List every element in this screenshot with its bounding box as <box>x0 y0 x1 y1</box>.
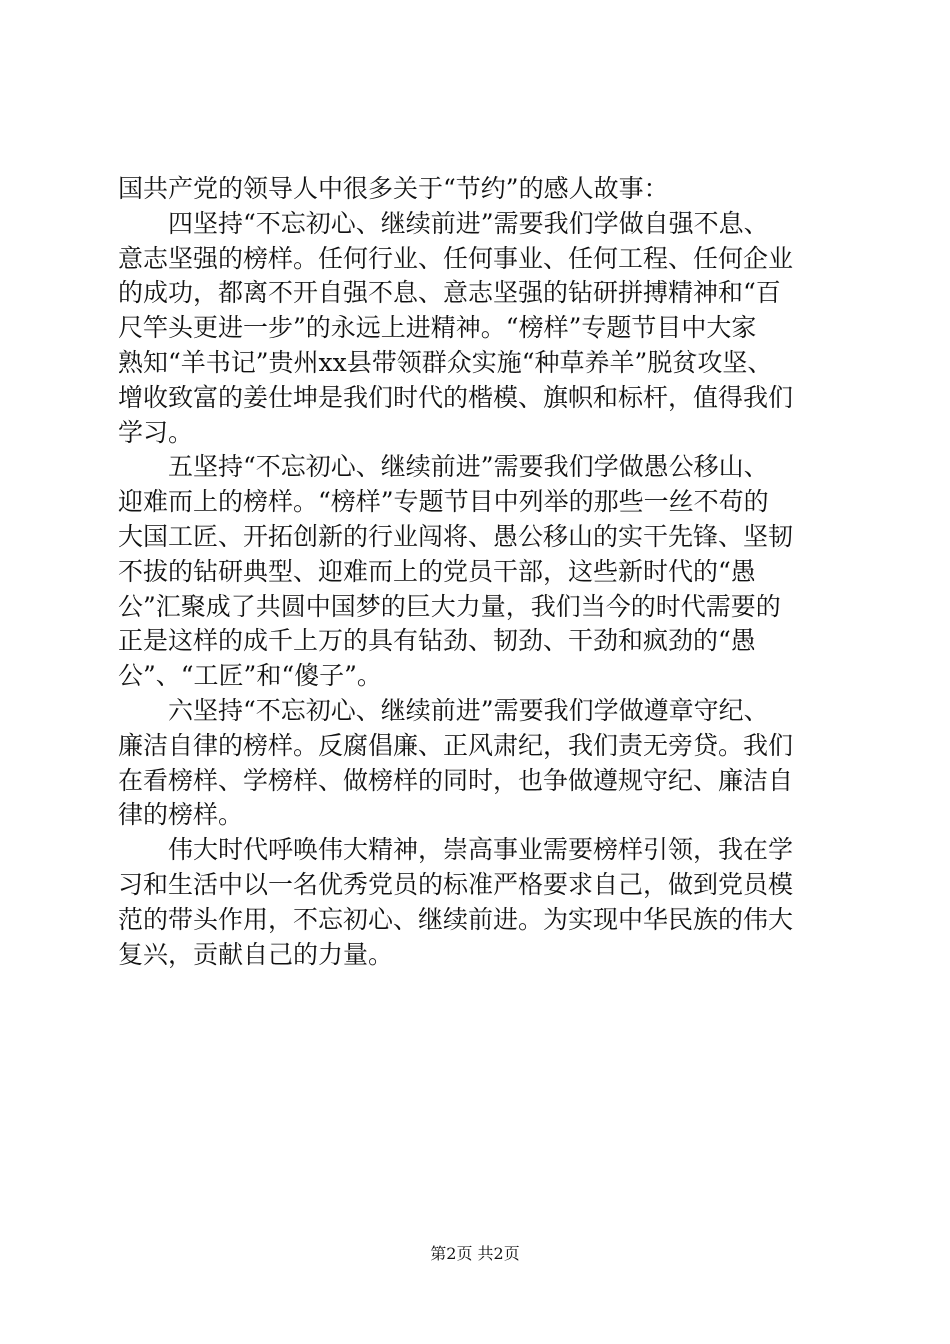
text-line: 意志坚强的榜样。任何行业、任何事业、任何工程、任何企业 <box>118 243 794 273</box>
text-line: 复兴，贡献自己的力量。 <box>118 939 394 969</box>
text-line: 不拔的钻研典型、迎难而上的党员干部，这些新时代的“愚 <box>118 556 756 586</box>
paragraph-four-start: 四坚持“不忘初心、继续前进”需要我们学做自强不息、 <box>168 208 769 238</box>
text-line: 律的榜样。 <box>118 800 244 830</box>
paragraph-five-start: 五坚持“不忘初心、继续前进”需要我们学做愚公移山、 <box>168 452 769 482</box>
text-line: 熟知“羊书记”贵州xx县带领群众实施“种草养羊”脱贫攻坚、 <box>118 347 773 377</box>
text-line: 在看榜样、学榜样、做榜样的同时，也争做遵规守纪、廉洁自 <box>118 765 794 795</box>
text-line: 的成功，都离不开自强不息、意志坚强的钻研拼搏精神和“百 <box>118 278 781 308</box>
text-line: 学习。 <box>118 417 194 447</box>
paragraph-six-start: 六坚持“不忘初心、继续前进”需要我们学做遵章守纪、 <box>168 695 769 725</box>
text-line: 习和生活中以一名优秀党员的标准严格要求自己，做到党员模 <box>118 869 794 899</box>
text-line: 国共产党的领导人中很多关于“节约”的感人故事： <box>118 174 669 203</box>
text-line: 增收致富的姜仕坤是我们时代的楷模、旗帜和标杆，值得我们 <box>118 382 794 412</box>
conclusion-paragraph-start: 伟大时代呼唤伟大精神，崇高事业需要榜样引领，我在学 <box>168 835 794 865</box>
text-line: 大国工匠、开拓创新的行业闯将、愚公移山的实干先锋、坚韧 <box>118 521 794 551</box>
text-line: 公”汇聚成了共圆中国梦的巨大力量，我们当今的时代需要的 <box>118 591 781 621</box>
text-line: 廉洁自律的榜样。反腐倡廉、正风肃纪，我们责无旁贷。我们 <box>118 730 794 760</box>
text-line: 范的带头作用，不忘初心、继续前进。为实现中华民族的伟大 <box>118 904 794 934</box>
text-line: 尺竿头更进一步”的永远上进精神。“榜样”专题节目中大家 <box>118 313 757 343</box>
text-line: 迎难而上的榜样。“榜样”专题节目中列举的那些一丝不苟的 <box>118 487 769 517</box>
document-body <box>118 172 858 972</box>
text-line: 正是这样的成千上万的具有钻劲、韧劲、干劲和疯劲的“愚 <box>118 626 756 656</box>
page-number-footer: 第2页 共2页 <box>430 1244 520 1263</box>
text-line: 公”、“工匠”和“傻子”。 <box>118 661 382 691</box>
